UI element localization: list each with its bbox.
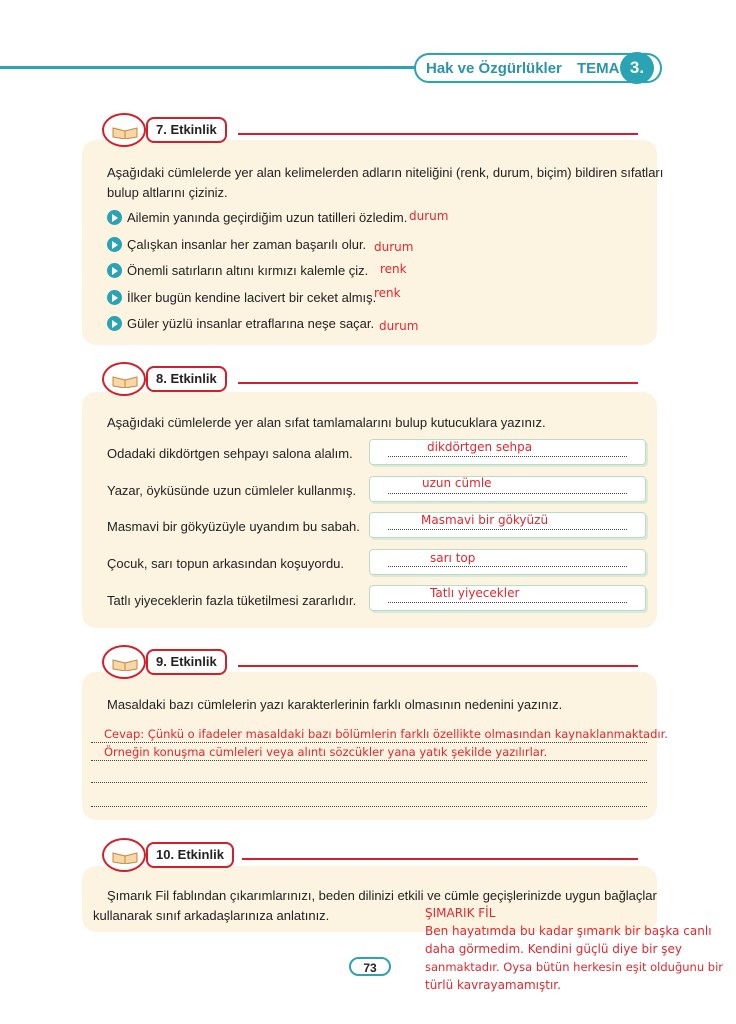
sec9-header — [102, 645, 642, 679]
sec7-item-5: Güler yüzlü insanlar etraflarına neşe saçar. — [127, 316, 375, 331]
sec8-answer-1: dikdörtgen sehpa — [427, 440, 533, 454]
dotted-line — [388, 529, 627, 530]
sec7-instruction-2: bulup altlarını çiziniz. — [107, 185, 228, 200]
sec7-answer-4: renk — [374, 286, 401, 300]
sec8-line — [238, 382, 638, 384]
sec7-item-2: Çalışkan insanlar her zaman başarılı olur. — [127, 237, 367, 252]
sec9-answer-2: Örneğin konuşma cümleleri veya alıntı sözcükler yana yatık şekilde yazılırlar. — [104, 745, 548, 759]
sec8-item-3: Masmavi bir gökyüzüyle uyandım bu sabah. — [107, 519, 360, 534]
dotted-line — [91, 806, 647, 807]
header-title: Hak ve Özgürlükler — [426, 60, 562, 77]
book-icon — [112, 374, 138, 388]
sec8-answer-3: Masmavi bir gökyüzü — [421, 513, 549, 527]
sec10-instruction-2: kullanarak sınıf arkadaşlarınıza anlatınız. — [93, 908, 330, 923]
sec7-answer-2: durum — [374, 240, 414, 254]
sec7-answer-3: renk — [380, 262, 407, 276]
sec10-book-badge — [102, 838, 146, 872]
sec8-item-1: Odadaki dikdörtgen sehpayı salona alalım. — [107, 446, 353, 461]
bullet-icon — [107, 316, 122, 331]
header-rule — [0, 66, 420, 69]
sec8-item-2: Yazar, öyküsünde uzun cümleler kullanmış. — [107, 483, 357, 498]
sec10-label: 10. Etkinlik — [146, 842, 234, 868]
book-icon — [112, 657, 138, 671]
sec7-instruction-1: Aşağıdaki cümlelerde yer alan kelimelerden adların niteliğini (renk, durum, biçim) bildiren sıfatları — [107, 165, 664, 180]
tema-number: 3. — [620, 52, 654, 84]
sec10-answer-line-3: sanmaktadır. Oysa bütün herkesin eşit olduğunu bir — [425, 960, 723, 974]
sec9-answer-1: Cevap: Çünkü o ifadeler masaldaki bazı bölümlerin farklı özellikte olmasından kaynaklanmaktadır. — [104, 727, 668, 741]
bullet-icon — [107, 237, 122, 252]
sec8-item-4: Çocuk, sarı topun arkasından koşuyordu. — [107, 556, 345, 571]
sec7-line — [238, 133, 638, 135]
sec10-answer-line-2: daha görmedim. Kendini güçlü diye bir şey — [425, 942, 682, 956]
sec10-line — [242, 858, 638, 860]
sec8-header — [102, 362, 642, 396]
sec10-answer-line-1: Ben hayatımda bu kadar şımarık bir başka canlı — [425, 924, 712, 938]
sec7-book-badge — [102, 113, 146, 147]
dotted-line — [91, 760, 647, 761]
dotted-line — [388, 456, 627, 457]
sec8-book-badge — [102, 362, 146, 396]
sec7-item-1: Ailemin yanında geçirdiğim uzun tatilleri özledim. — [127, 210, 408, 225]
page-number: 73 — [349, 957, 391, 976]
sec10-answer-line-4: türlü kavrayamamıştır. — [425, 978, 561, 992]
sec8-answer-5: Tatlı yiyecekler — [430, 586, 520, 600]
sec8-answer-box-2 — [369, 476, 646, 502]
tema-label: TEMA — [577, 60, 620, 77]
sec9-label: 9. Etkinlik — [146, 649, 227, 675]
sec10-header — [102, 838, 642, 872]
sec10-instruction-1: Şımarık Fil fablından çıkarımlarınızı, beden dilinizi etkili ve cümle geçişlerinizde uygun bağlaçlar — [107, 888, 657, 903]
book-icon — [112, 850, 138, 864]
bullet-icon — [107, 290, 122, 305]
sec7-label: 7. Etkinlik — [146, 117, 227, 143]
sec9-line — [238, 665, 638, 667]
sec7-answer-1: durum — [409, 209, 449, 223]
bullet-icon — [107, 210, 122, 225]
sec8-answer-box-4 — [369, 549, 646, 575]
sec7-item-3: Önemli satırların altını kırmızı kalemle çiz. — [127, 263, 369, 278]
sec7-answer-5: durum — [379, 319, 419, 333]
sec8-instruction: Aşağıdaki cümlelerde yer alan sıfat tamlamalarını bulup kutucuklara yazınız. — [107, 415, 546, 430]
sec7-item-4: İlker bugün kendine lacivert bir ceket almış. — [127, 290, 377, 305]
bullet-icon — [107, 263, 122, 278]
dotted-line — [91, 782, 647, 783]
sec9-instruction: Masaldaki bazı cümlelerin yazı karakterlerinin farklı olmasının nedenini yazınız. — [107, 697, 563, 712]
dotted-line — [388, 602, 627, 603]
book-icon — [112, 125, 138, 139]
dotted-line — [91, 742, 647, 743]
dotted-line — [388, 566, 627, 567]
sec8-answer-2: uzun cümle — [422, 476, 492, 490]
sec9-book-badge — [102, 645, 146, 679]
sec10-answer-title: ŞIMARIK FİL — [425, 906, 496, 920]
sec8-item-5: Tatlı yiyeceklerin fazla tüketilmesi zararlıdır. — [107, 593, 357, 608]
sec7-header — [102, 113, 642, 147]
sec8-label: 8. Etkinlik — [146, 366, 227, 392]
sec8-answer-4: sarı top — [430, 551, 476, 565]
dotted-line — [388, 493, 627, 494]
